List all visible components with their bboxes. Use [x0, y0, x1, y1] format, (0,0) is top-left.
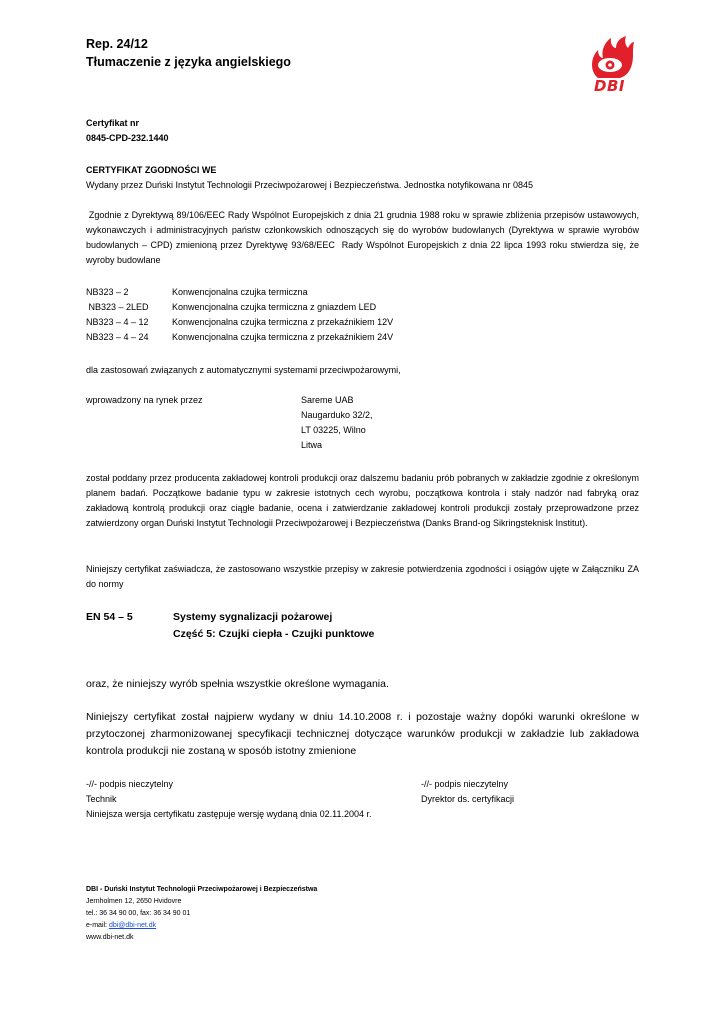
- signature-left: [86, 777, 173, 807]
- standard-code: EN 54 – 5: [86, 611, 133, 623]
- issued-by: Wydany przez Duński Instytut Technologii Przeciwpożarowej i Bezpieczeństwa. Jednostka notyfikowana nr 0845: [86, 180, 533, 190]
- email-link[interactable]: dbi@dbi-net.dk: [108, 922, 157, 929]
- signature-text: -//- podpis nieczytelny: [421, 779, 509, 789]
- product-row: [86, 300, 586, 315]
- product-code: NB323 – 4 – 24: [86, 332, 149, 342]
- signature-right: [421, 777, 514, 807]
- address-line: Naugarduko 32/2,: [301, 410, 373, 420]
- document-header: [86, 35, 291, 71]
- attest-paragraph: Niniejszy certyfikat zaświadcza, że zastosowano wszystkie przepisy w zakresie potwierdzenia zgodności i osiągów ujęte w Załączniku ZA do normy: [86, 564, 639, 589]
- address-line: Litwa: [301, 440, 323, 450]
- footer-website: www.dbi-net.dk: [86, 934, 134, 941]
- product-list: [86, 285, 586, 345]
- translation-note: Tłumaczenie z języka angielskiego: [86, 55, 291, 69]
- email-label: e-mail:: [86, 922, 109, 929]
- product-description: Konwencjonalna czujka termiczna z przekaźnikiem 12V: [172, 317, 394, 327]
- standard-title: [173, 609, 374, 643]
- footer: [86, 884, 317, 944]
- certificate-label: Certyfikat nr: [86, 118, 140, 128]
- certificate-number-block: [86, 116, 169, 146]
- validity-paragraph: Niniejszy certyfikat został najpierw wydany w dniu 14.10.2008 r. i pozostaje ważny dopóki warunki określone w przytoczonej zharmonizowanej specyfikacji technicznej dotyczące warunków produkcji w zakładzie lub zakładowa kontrola produkcji nie zostaną w sposób istotny zmienione: [86, 711, 639, 757]
- footer-address: Jernholmen 12, 2650 Hvidovre: [86, 898, 182, 905]
- footer-organization: DBI - Duński Instytut Technologii Przeciwpożarowej i Bezpieczeństwa: [86, 886, 318, 893]
- signature-text: -//- podpis nieczytelny: [86, 779, 174, 789]
- usage-statement: dla zastosowań związanych z automatycznymi systemami przeciwpożarowymi,: [86, 365, 401, 375]
- certificate-title-block: [86, 163, 646, 193]
- requirements-statement: oraz, że niniejszy wyrób spełnia wszystkie określone wymagania.: [86, 678, 389, 690]
- signature-role: Technik: [86, 794, 117, 804]
- product-description: Konwencjonalna czujka termiczna z gniazdem LED: [172, 302, 377, 312]
- certificate-number: 0845-CPD-232.1440: [86, 133, 169, 143]
- supersedes-note: Niniejsza wersja certyfikatu zastępuje wersję wydaną dnia 02.11.2004 r.: [86, 809, 372, 819]
- product-code: NB323 – 2LED: [86, 302, 149, 312]
- product-description: Konwencjonalna czujka termiczna z przekaźnikiem 24V: [172, 332, 394, 342]
- standard-line-1: Systemy sygnalizacji pożarowej: [173, 611, 333, 623]
- product-row: [86, 330, 586, 345]
- signature-role: Dyrektor ds. certyfikacji: [421, 794, 515, 804]
- manufacturer-address: [301, 393, 373, 453]
- product-row: [86, 315, 586, 330]
- address-line: LT 03225, Wilno: [301, 425, 366, 435]
- footer-phone: tel.: 36 34 90 00, fax: 36 34 90 01: [86, 910, 191, 917]
- dbi-logo: [586, 34, 636, 98]
- product-row: [86, 285, 586, 300]
- address-line: Sareme UAB: [301, 395, 354, 405]
- footer-email-line: [86, 920, 317, 932]
- report-number: Rep. 24/12: [86, 37, 148, 51]
- control-paragraph: został poddany przez producenta zakładowej kontroli produkcji oraz dalszemu badaniu prób pobranych w zakładzie zgodnie z określonym planem badań. Początkowe badanie typu w zakresie istotnych cech wyrobu, początkowa kontrola i stały nadzór nad fabryką oraz zakładową kontrolą produkcji oraz ciągłe badanie, ocena i zatwierdzanie zakładowej kontroli produkcji zostały przeprowadzone przez zatwierdzony organ Duński Instytut Technologii Przeciwpożarowej i Bezpieczeństwa (Danks Brand-og Sikringsteknisk Institut).: [86, 473, 639, 528]
- standard-line-2: Część 5: Czujki ciepła - Czujki punktowe: [173, 628, 375, 640]
- logo-text: DBI: [594, 77, 625, 95]
- intro-paragraph: Zgodnie z Dyrektywą 89/106/EEC Rady Wspólnot Europejskich z dnia 21 grudnia 1988 roku w sprawie zbliżenia przepisów ustawowych, wykonawczych i administracyjnych państw członkowskich odnoszących się do wyrobów budowlanych (Dyrektywa w sprawie wyrobów budowlanych – CPD) zmienioną przez Dyrektywę 93/68/EEC Rady Wspólnot Europejskich z dnia 22 lipca 1993 roku stwierdza się, że wyroby budowlane: [86, 210, 642, 265]
- product-description: Konwencjonalna czujka termiczna: [172, 287, 308, 297]
- market-label: wprowadzony na rynek przez: [86, 395, 203, 405]
- certificate-heading: CERTYFIKAT ZGODNOŚCI WE: [86, 165, 217, 175]
- product-code: NB323 – 2: [86, 287, 129, 297]
- product-code: NB323 – 4 – 12: [86, 317, 149, 327]
